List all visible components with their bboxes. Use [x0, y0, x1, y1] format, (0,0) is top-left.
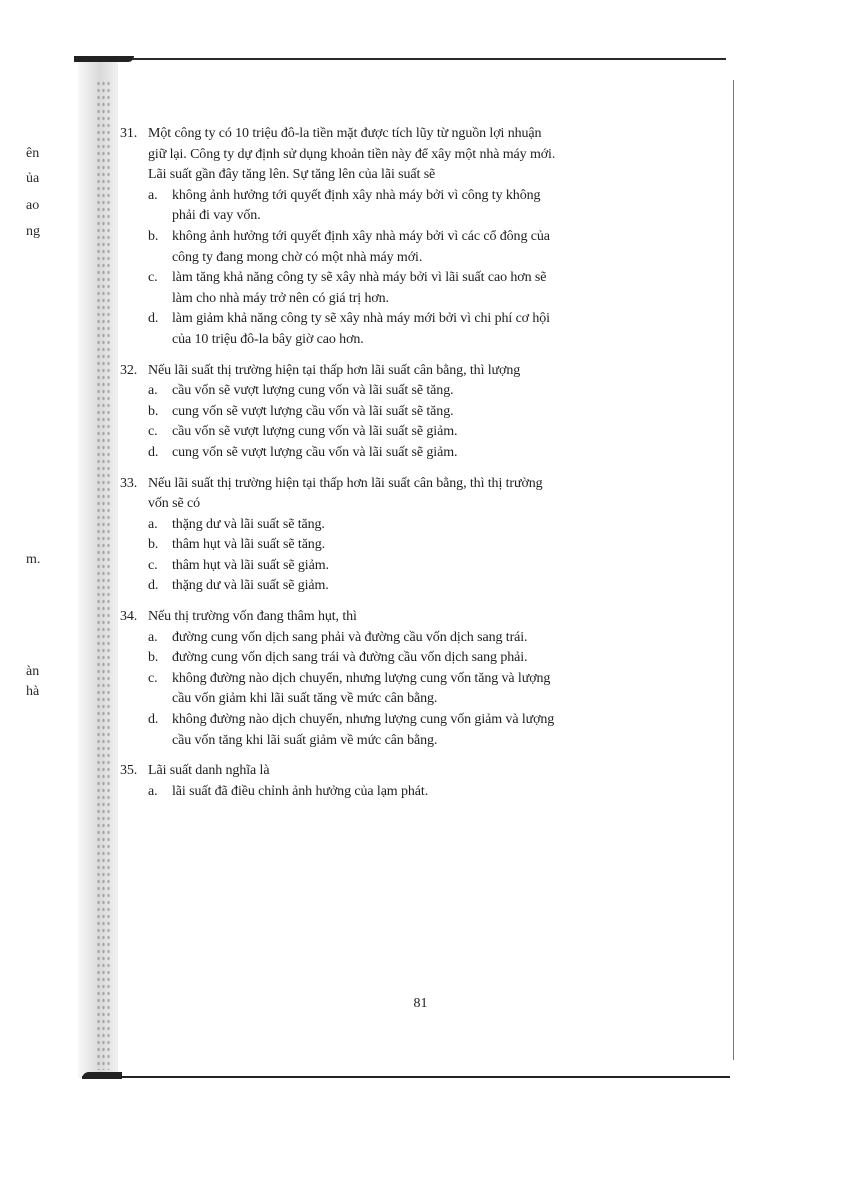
option-letter — [148, 248, 172, 269]
bottom-rule — [82, 1076, 730, 1078]
scan-binding-texture — [96, 80, 110, 1070]
prev-page-fragment: ao — [26, 198, 40, 213]
answer-option-line — [148, 782, 700, 803]
question-number: 35. — [120, 763, 138, 779]
question-number: 34. — [120, 609, 138, 625]
answer-option-line — [148, 535, 700, 556]
option-text: không đường nào dịch chuyển, nhưng lượng cung vốn tăng và lượng — [172, 670, 551, 686]
option-letter: c. — [148, 557, 158, 573]
option-text: cung vốn sẽ vượt lượng cầu vốn và lãi suất sẽ tăng. — [172, 403, 454, 419]
answer-option-line — [148, 443, 700, 464]
option-letter: b. — [148, 403, 159, 419]
option-letter: a. — [148, 516, 158, 532]
option-letter: d. — [148, 311, 159, 327]
option-text: thâm hụt và lãi suất sẽ giảm. — [172, 557, 329, 573]
page-number: 81 — [413, 996, 428, 1011]
answer-option-line — [148, 381, 700, 402]
option-letter: b. — [148, 650, 159, 666]
option-letter — [148, 689, 172, 710]
option-text: đường cung vốn dịch sang phải và đường cầu vốn dịch sang trái. — [172, 629, 528, 645]
option-text: làm giảm khả năng công ty sẽ xây nhà máy mới bởi vì chi phí cơ hội — [172, 311, 550, 327]
option-letter — [148, 731, 172, 752]
question-number — [120, 145, 148, 166]
answer-option-line — [148, 669, 700, 690]
question-text-line: Nếu thị trường vốn đang thâm hụt, thì — [148, 609, 357, 625]
option-text: thâm hụt và lãi suất sẽ tăng. — [172, 537, 326, 553]
answer-option-line — [148, 710, 700, 731]
question — [120, 474, 700, 598]
option-letter: b. — [148, 228, 159, 244]
bottom-rule-corner — [82, 1072, 122, 1079]
option-text: không ảnh hưởng tới quyết định xây nhà máy bởi vì các cổ đông của — [172, 228, 550, 244]
answer-option-line — [148, 248, 700, 269]
option-text: đường cung vốn dịch sang trái và đường cầu vốn dịch sang phải. — [172, 650, 528, 666]
option-text: làm cho nhà máy trở nên có giá trị hơn. — [172, 290, 389, 306]
option-text: cầu vốn sẽ vượt lượng cung vốn và lãi suất sẽ tăng. — [172, 383, 454, 399]
prev-page-fragment: ên — [26, 146, 40, 161]
prev-page-fragment: m. — [26, 552, 41, 567]
option-text: không ảnh hưởng tới quyết định xây nhà máy bởi vì công ty không — [172, 187, 541, 203]
question-list — [120, 124, 700, 802]
answer-option-line — [148, 289, 700, 310]
option-text: công ty đang mong chờ có một nhà máy mới. — [172, 249, 423, 265]
option-letter: d. — [148, 712, 159, 728]
prev-page-fragment: ủa — [26, 171, 40, 186]
option-text: thặng dư và lãi suất sẽ giảm. — [172, 578, 329, 594]
answer-option-line — [148, 206, 700, 227]
question-text-line: Nếu lãi suất thị trường hiện tại thấp hơn lãi suất cân bằng, thì lượng — [148, 362, 521, 378]
option-letter: d. — [148, 444, 159, 460]
page-right-edge — [733, 80, 734, 1060]
option-letter — [148, 330, 172, 351]
question-text-line: giữ lại. Công ty dự định sử dụng khoản tiền này để xây một nhà máy mới. — [148, 146, 556, 162]
answer-option-line — [148, 330, 700, 351]
option-letter: a. — [148, 383, 158, 399]
answer-option-line — [148, 402, 700, 423]
question-text-line: vốn sẽ có — [148, 496, 200, 512]
option-letter: b. — [148, 537, 159, 553]
option-letter: c. — [148, 270, 158, 286]
prev-page-fragment: hà — [26, 684, 40, 699]
answer-option-line — [148, 731, 700, 752]
question — [120, 124, 700, 351]
option-text: lãi suất đã điều chỉnh ảnh hưởng của lạm phát. — [172, 783, 429, 799]
question-number: 32. — [120, 362, 138, 378]
top-rule — [74, 58, 726, 60]
option-text: thặng dư và lãi suất sẽ tăng. — [172, 516, 325, 532]
answer-option-line — [148, 556, 700, 577]
option-letter — [148, 206, 172, 227]
answer-option-line — [148, 689, 700, 710]
top-rule-corner — [74, 56, 134, 62]
option-text: không đường nào dịch chuyển, nhưng lượng cung vốn giảm và lượng — [172, 712, 555, 728]
question-text-line: Lãi suất danh nghĩa là — [148, 763, 270, 779]
answer-option-line — [148, 648, 700, 669]
question-text-line: Nếu lãi suất thị trường hiện tại thấp hơn lãi suất cân bằng, thì thị trường — [148, 475, 543, 491]
question-number — [120, 494, 148, 515]
answer-option-line — [148, 422, 700, 443]
question — [120, 761, 700, 802]
option-letter — [148, 289, 172, 310]
question — [120, 361, 700, 464]
option-letter: a. — [148, 629, 158, 645]
answer-option-line — [148, 227, 700, 248]
question-number: 33. — [120, 475, 138, 491]
answer-option-line — [148, 628, 700, 649]
question-number — [120, 165, 148, 186]
option-text: cung vốn sẽ vượt lượng cầu vốn và lãi suất sẽ giảm. — [172, 444, 458, 460]
prev-page-fragment: àn — [26, 664, 40, 679]
question-number: 31. — [120, 126, 138, 141]
option-letter: a. — [148, 187, 158, 203]
option-text: phải đi vay vốn. — [172, 208, 261, 224]
option-text: cầu vốn tăng khi lãi suất giảm về mức cân bằng. — [172, 732, 438, 748]
answer-option-line — [148, 576, 700, 597]
option-letter: a. — [148, 783, 158, 799]
question-text-line: Lãi suất gần đây tăng lên. Sự tăng lên của lãi suất sẽ — [148, 167, 436, 183]
question — [120, 607, 700, 751]
prev-page-fragment: ng — [26, 224, 40, 239]
option-letter: c. — [148, 424, 158, 440]
question-text-line: Một công ty có 10 triệu đô-la tiền mặt được tích lũy từ nguồn lợi nhuận — [148, 126, 542, 141]
option-text: cầu vốn giảm khi lãi suất tăng về mức cân bằng. — [172, 691, 438, 707]
option-letter: d. — [148, 578, 159, 594]
option-text: cầu vốn sẽ vượt lượng cung vốn và lãi suất sẽ giảm. — [172, 424, 458, 440]
answer-option-line — [148, 268, 700, 289]
option-letter: c. — [148, 670, 158, 686]
option-text: của 10 triệu đô-la bây giờ cao hơn. — [172, 331, 364, 347]
answer-option-line — [148, 309, 700, 330]
answer-option-line — [148, 186, 700, 207]
answer-option-line — [148, 515, 700, 536]
option-text: làm tăng khả năng công ty sẽ xây nhà máy bởi vì lãi suất cao hơn sẽ — [172, 270, 547, 286]
